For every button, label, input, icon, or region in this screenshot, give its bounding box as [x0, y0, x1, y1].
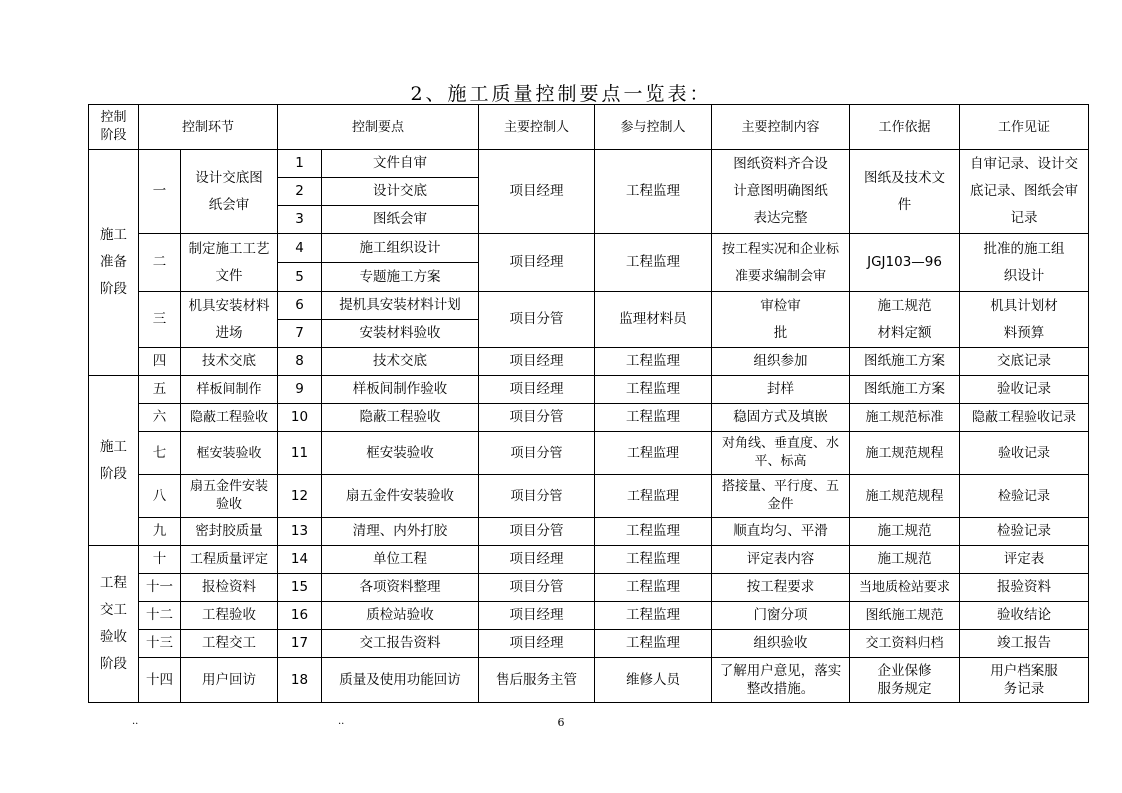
work-basis: 施工规范规程 [850, 475, 960, 518]
work-proof: 竣工报告 [960, 630, 1089, 658]
table-row [89, 376, 1089, 404]
point-no: 12 [278, 475, 322, 518]
step-name: 机具安装材料进场 [181, 292, 278, 348]
work-proof: 用户档案服务记录 [960, 658, 1089, 703]
step-name: 样板间制作 [181, 376, 278, 404]
point-no: 2 [278, 178, 322, 206]
step-num: 十四 [139, 658, 181, 703]
point-text: 各项资料整理 [322, 574, 479, 602]
control-content: 组织验收 [712, 630, 850, 658]
table-row [89, 432, 1089, 475]
main-controller: 项目经理 [479, 348, 595, 376]
header-proof: 工作见证 [960, 105, 1089, 150]
control-content: 按工程要求 [712, 574, 850, 602]
control-content: 对角线、垂直度、水平、标高 [712, 432, 850, 475]
work-basis: 施工规范材料定额 [850, 292, 960, 348]
point-text: 技术交底 [322, 348, 479, 376]
step-name: 用户回访 [181, 658, 278, 703]
point-text: 清理、内外打胶 [322, 518, 479, 546]
work-proof: 验收结论 [960, 602, 1089, 630]
point-no: 5 [278, 263, 322, 292]
control-content: 门窗分项 [712, 602, 850, 630]
point-text: 扇五金件安装验收 [322, 475, 479, 518]
participant: 工程监理 [595, 432, 712, 475]
participant: 工程监理 [595, 475, 712, 518]
work-basis: 施工规范规程 [850, 432, 960, 475]
step-num: 六 [139, 404, 181, 432]
step-num: 一 [139, 150, 181, 234]
work-proof: 自审记录、设计交底记录、图纸会审记录 [960, 150, 1089, 234]
footer-mark-mid: .. [338, 716, 345, 727]
work-proof: 批准的施工组织设计 [960, 234, 1089, 292]
page-title: 2、施工质量控制要点一览表： [410, 83, 712, 105]
step-num: 十二 [139, 602, 181, 630]
main-controller: 项目经理 [479, 234, 595, 292]
work-basis: 施工规范 [850, 546, 960, 574]
main-controller: 项目分管 [479, 475, 595, 518]
point-text: 隐蔽工程验收 [322, 404, 479, 432]
point-text: 单位工程 [322, 546, 479, 574]
control-content: 封样 [712, 376, 850, 404]
participant: 工程监理 [595, 546, 712, 574]
main-controller: 项目经理 [479, 150, 595, 234]
participant: 工程监理 [595, 630, 712, 658]
table-row [89, 234, 1089, 263]
point-no: 13 [278, 518, 322, 546]
point-no: 18 [278, 658, 322, 703]
work-basis: 施工规范 [850, 518, 960, 546]
table-row [89, 348, 1089, 376]
table-row [89, 150, 1089, 178]
work-basis: 当地质检站要求 [850, 574, 960, 602]
header-step: 控制环节 [139, 105, 278, 150]
main-controller: 项目经理 [479, 546, 595, 574]
point-no: 15 [278, 574, 322, 602]
main-controller: 项目经理 [479, 376, 595, 404]
table-row [89, 475, 1089, 518]
point-no: 10 [278, 404, 322, 432]
work-basis: 图纸及技术文件 [850, 150, 960, 234]
main-controller: 项目分管 [479, 404, 595, 432]
point-no: 3 [278, 206, 322, 234]
point-text: 设计交底 [322, 178, 479, 206]
participant: 工程监理 [595, 376, 712, 404]
step-num: 二 [139, 234, 181, 292]
point-text: 交工报告资料 [322, 630, 479, 658]
stage-cell: 工程交工验收阶段 [89, 546, 139, 703]
point-no: 7 [278, 320, 322, 348]
work-proof: 验收记录 [960, 432, 1089, 475]
work-proof: 机具计划材料预算 [960, 292, 1089, 348]
header-basis: 工作依据 [850, 105, 960, 150]
step-name: 工程验收 [181, 602, 278, 630]
control-content: 图纸资料齐合设计意图明确图纸表达完整 [712, 150, 850, 234]
step-name: 隐蔽工程验收 [181, 404, 278, 432]
participant: 工程监理 [595, 234, 712, 292]
control-content: 了解用户意见，落实整改措施。 [712, 658, 850, 703]
point-text: 样板间制作验收 [322, 376, 479, 404]
footer-mark-left: .. [132, 716, 139, 727]
point-no: 14 [278, 546, 322, 574]
work-proof: 报验资料 [960, 574, 1089, 602]
main-controller: 项目经理 [479, 602, 595, 630]
step-num: 十一 [139, 574, 181, 602]
control-content: 搭接量、平行度、五金件 [712, 475, 850, 518]
work-basis: 图纸施工规范 [850, 602, 960, 630]
table-row [89, 546, 1089, 574]
control-content: 评定表内容 [712, 546, 850, 574]
step-num: 四 [139, 348, 181, 376]
table-row [89, 518, 1089, 546]
work-basis: JGJ103—96 [850, 234, 960, 292]
control-content: 顺直均匀、平滑 [712, 518, 850, 546]
work-proof: 验收记录 [960, 376, 1089, 404]
main-controller: 项目分管 [479, 574, 595, 602]
step-name: 设计交底图纸会审 [181, 150, 278, 234]
participant: 工程监理 [595, 602, 712, 630]
participant: 工程监理 [595, 348, 712, 376]
participant: 监理材料员 [595, 292, 712, 348]
point-text: 框安装验收 [322, 432, 479, 475]
header-participant: 参与控制人 [595, 105, 712, 150]
main-controller: 项目经理 [479, 630, 595, 658]
work-proof: 检验记录 [960, 518, 1089, 546]
table-row [89, 404, 1089, 432]
work-basis: 图纸施工方案 [850, 376, 960, 404]
participant: 维修人员 [595, 658, 712, 703]
work-basis: 施工规范标准 [850, 404, 960, 432]
step-name: 框安装验收 [181, 432, 278, 475]
point-no: 6 [278, 292, 322, 320]
table-row [89, 630, 1089, 658]
participant: 工程监理 [595, 574, 712, 602]
step-num: 十 [139, 546, 181, 574]
main-controller: 项目分管 [479, 432, 595, 475]
point-no: 9 [278, 376, 322, 404]
header-main-controller: 主要控制人 [479, 105, 595, 150]
step-num: 五 [139, 376, 181, 404]
point-no: 11 [278, 432, 322, 475]
point-text: 图纸会审 [322, 206, 479, 234]
step-name: 工程交工 [181, 630, 278, 658]
point-text: 施工组织设计 [322, 234, 479, 263]
step-name: 工程质量评定 [181, 546, 278, 574]
control-content: 稳固方式及填嵌 [712, 404, 850, 432]
point-text: 专题施工方案 [322, 263, 479, 292]
control-content: 按工程实况和企业标准要求编制会审 [712, 234, 850, 292]
header-row [89, 105, 1089, 150]
control-content: 审检审批 [712, 292, 850, 348]
main-controller: 项目分管 [479, 292, 595, 348]
table-row [89, 658, 1089, 703]
point-no: 17 [278, 630, 322, 658]
step-name: 报检资料 [181, 574, 278, 602]
point-text: 提机具安装材料计划 [322, 292, 479, 320]
point-text: 文件自审 [322, 150, 479, 178]
participant: 工程监理 [595, 150, 712, 234]
header-point: 控制要点 [278, 105, 479, 150]
step-num: 十三 [139, 630, 181, 658]
work-basis: 交工资料归档 [850, 630, 960, 658]
header-content: 主要控制内容 [712, 105, 850, 150]
step-name: 扇五金件安装验收 [181, 475, 278, 518]
stage-cell: 施工阶段 [89, 376, 139, 546]
table-row [89, 292, 1089, 320]
point-no: 8 [278, 348, 322, 376]
table-row [89, 602, 1089, 630]
stage-cell: 施工准备阶段 [89, 150, 139, 376]
point-text: 质检站验收 [322, 602, 479, 630]
point-no: 16 [278, 602, 322, 630]
work-basis: 企业保修服务规定 [850, 658, 960, 703]
step-num: 七 [139, 432, 181, 475]
control-content: 组织参加 [712, 348, 850, 376]
point-no: 1 [278, 150, 322, 178]
main-controller: 项目分管 [479, 518, 595, 546]
point-text: 安装材料验收 [322, 320, 479, 348]
step-num: 八 [139, 475, 181, 518]
step-name: 技术交底 [181, 348, 278, 376]
work-basis: 图纸施工方案 [850, 348, 960, 376]
step-num: 三 [139, 292, 181, 348]
table-row [89, 574, 1089, 602]
participant: 工程监理 [595, 518, 712, 546]
participant: 工程监理 [595, 404, 712, 432]
work-proof: 交底记录 [960, 348, 1089, 376]
step-num: 九 [139, 518, 181, 546]
main-controller: 售后服务主管 [479, 658, 595, 703]
page-number: 6 [557, 716, 565, 729]
step-name: 制定施工工艺文件 [181, 234, 278, 292]
quality-control-table [88, 104, 1089, 703]
work-proof: 评定表 [960, 546, 1089, 574]
point-no: 4 [278, 234, 322, 263]
point-text: 质量及使用功能回访 [322, 658, 479, 703]
header-stage: 控制阶段 [89, 105, 139, 150]
work-proof: 隐蔽工程验收记录 [960, 404, 1089, 432]
step-name: 密封胶质量 [181, 518, 278, 546]
work-proof: 检验记录 [960, 475, 1089, 518]
